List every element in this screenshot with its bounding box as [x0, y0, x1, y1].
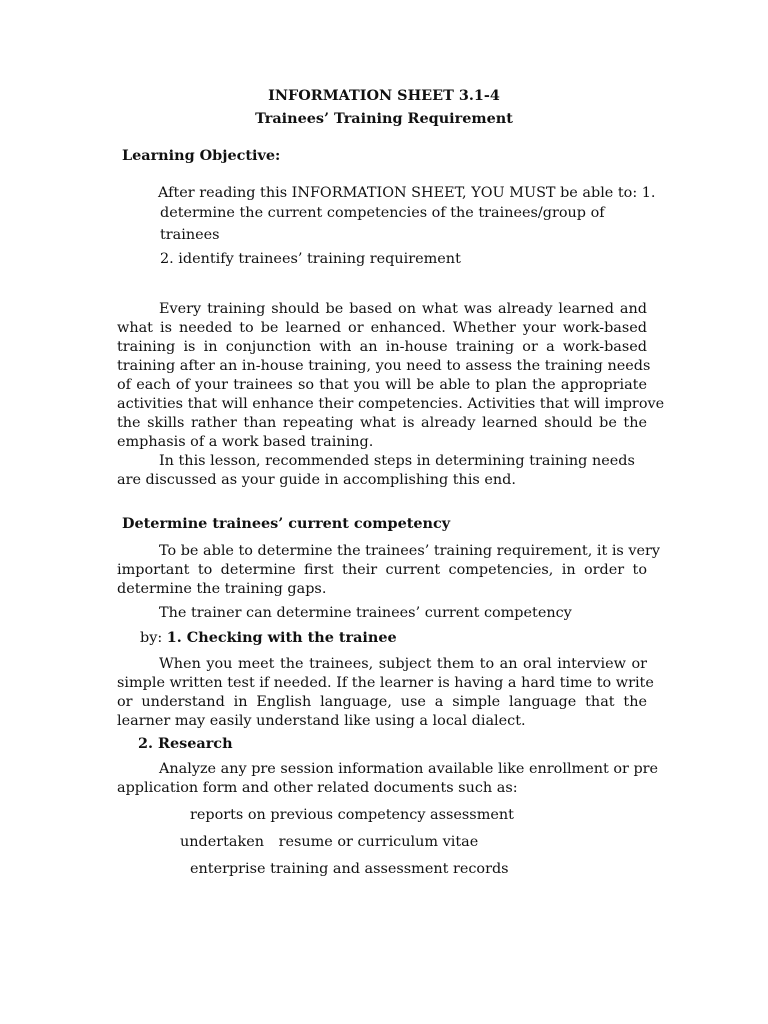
- paragraph-line: learner may easily understand like using a local dialect.: [117, 713, 526, 729]
- paragraph-line: the skills rather than repeating what is already learned should be the: [117, 415, 647, 431]
- bullet-text: reports on previous competency assessment: [190, 807, 514, 823]
- lesson-paragraph: [117, 452, 647, 490]
- section-heading: Determine trainees’ current competency: [122, 515, 451, 532]
- objective-item-2: 2. identify trainees’ training requirement: [160, 251, 461, 267]
- paragraph-line: determine the training gaps.: [117, 581, 327, 597]
- bullet-text: resume or curriculum vitae: [278, 834, 479, 850]
- bullet-prefix: undertaken: [180, 834, 265, 850]
- paragraph-line: training is in conjunction with an in-house training or a work-based: [117, 339, 647, 355]
- learning-objective-heading: Learning Objective:: [122, 147, 281, 164]
- paragraph-line: application form and other related documents such as:: [117, 780, 518, 796]
- intro-paragraph: [117, 300, 665, 452]
- bullet-item-3: [182, 860, 509, 878]
- objective-item-1-line-1: determine the current competencies of the trainees/group of: [160, 205, 605, 221]
- step-1-paragraph: [117, 655, 654, 731]
- objective-item-1-line-2: trainees: [160, 227, 220, 243]
- paragraph-line: When you meet the trainees, subject them to an oral interview or: [159, 656, 647, 672]
- trainer-determine-text: The trainer can determine trainees’ current competency: [159, 605, 572, 621]
- paragraph-line: what is needed to be learned or enhanced. Whether your work-based: [117, 320, 647, 336]
- paragraph-line: To be able to determine the trainees’ training requirement, it is very: [159, 543, 661, 559]
- step-2-heading: 2. Research: [138, 735, 233, 752]
- bullet-item-1: [182, 806, 514, 824]
- step-1-heading: 1. Checking with the trainee: [166, 629, 397, 646]
- bullet-item-2: [180, 833, 478, 851]
- sheet-title: INFORMATION SHEET 3.1-4: [268, 87, 500, 104]
- paragraph-line: training after an in-house training, you need to assess the training needs: [117, 358, 651, 374]
- step-2-paragraph: [117, 760, 659, 798]
- step-1-line: [140, 629, 397, 647]
- paragraph-line: In this lesson, recommended steps in determining training needs: [159, 453, 635, 469]
- paragraph-line: Analyze any pre session information available like enrollment or pre: [159, 761, 659, 777]
- paragraph-line: emphasis of a work based training.: [117, 434, 374, 450]
- paragraph-line: important to determine first their current competencies, in order to: [117, 562, 647, 578]
- paragraph-line: or understand in English language, use a simple language that the: [117, 694, 647, 710]
- by-prefix: by:: [140, 630, 167, 646]
- paragraph-line: Every training should be based on what was already learned and: [159, 301, 647, 317]
- bullet-text: enterprise training and assessment records: [190, 861, 509, 877]
- paragraph-line: activities that will enhance their competencies. Activities that will improve: [117, 396, 665, 412]
- paragraph-line: simple written test if needed. If the learner is having a hard time to write: [117, 675, 654, 691]
- objective-intro: After reading this INFORMATION SHEET, YOU MUST be able to: 1.: [158, 185, 656, 201]
- paragraph-line: of each of your trainees so that you will be able to plan the appropriate: [117, 377, 647, 393]
- paragraph-line: are discussed as your guide in accomplishing this end.: [117, 472, 516, 488]
- competency-paragraph: [117, 542, 661, 599]
- sheet-subtitle: Trainees’ Training Requirement: [255, 110, 513, 127]
